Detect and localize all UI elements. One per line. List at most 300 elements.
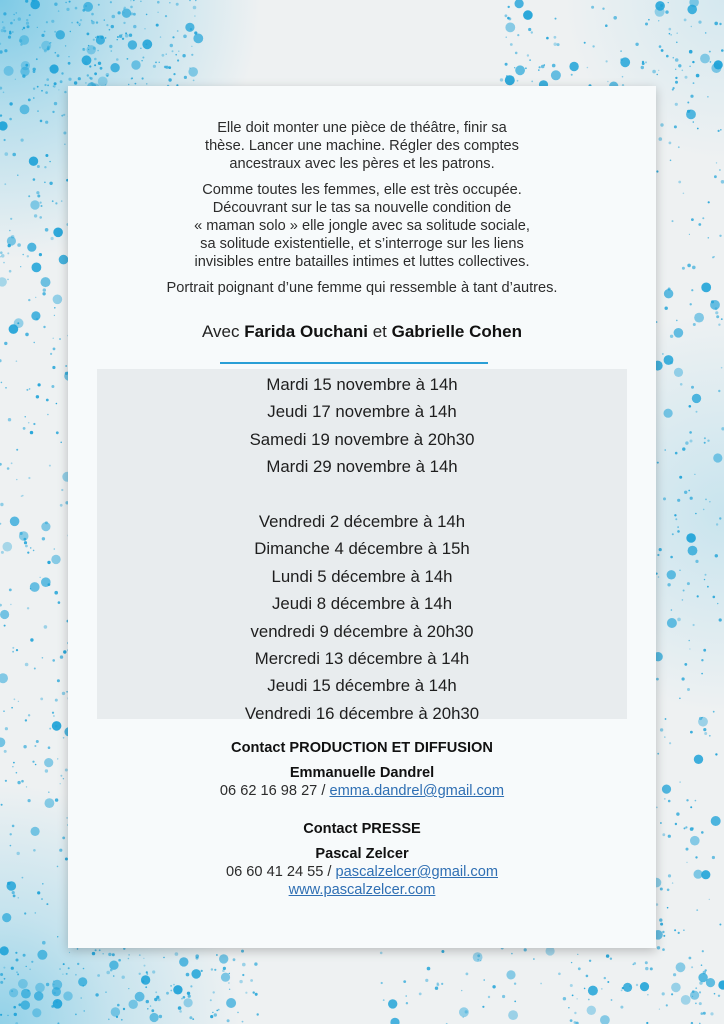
splatter-dot [191,969,201,979]
splatter-dot [51,385,54,388]
splatter-dot [688,490,690,492]
splatter-dot [693,323,696,326]
splatter-dot [703,728,706,731]
splatter-dot [78,23,81,26]
splatter-dot [5,780,7,782]
splatter-dot [57,758,58,759]
splatter-dot [601,988,603,990]
splatter-dot [12,766,13,767]
splatter-dot [502,995,505,998]
splatter-dot [0,50,3,53]
splatter-dot [683,193,685,195]
splatter-dot [669,28,672,31]
splatter-dot [61,72,63,74]
cast-line: Avec Farida Ouchani et Gabrielle Cohen [202,322,522,341]
splatter-dot [675,103,678,106]
splatter-dot [669,33,671,35]
splatter-dot [0,946,9,955]
splatter-dot [570,1019,573,1022]
splatter-dot [7,1015,8,1016]
splatter-dot [713,711,715,713]
splatter-dot [508,1010,518,1020]
splatter-dot [662,931,664,933]
contact-heading: Contact PRODUCTION ET DIFFUSION [231,740,493,756]
splatter-dot [660,4,663,7]
splatter-dot [658,70,659,71]
splatter-dot [55,722,56,723]
synopsis [68,119,656,305]
splatter-dot [29,969,31,971]
splatter-dot [702,217,704,219]
splatter-dot [56,30,65,39]
splatter-dot [30,0,40,9]
splatter-dot [719,517,721,519]
splatter-dot [613,16,617,20]
splatter-dot [241,950,244,953]
splatter-dot [510,43,513,46]
splatter-dot [515,65,525,75]
splatter-dot [690,836,700,846]
splatter-dot [63,650,66,653]
splatter-dot [189,67,190,68]
splatter-dot [588,986,598,996]
splatter-dot [2,26,5,29]
splatter-dot [569,62,578,71]
splatter-dot [184,76,187,79]
splatter-dot [662,992,665,995]
splatter-dot [506,970,515,979]
splatter-dot [716,523,718,525]
splatter-dot [42,883,44,885]
splatter-dot [91,13,94,16]
splatter-dot [15,952,17,954]
splatter-dot [155,62,157,64]
splatter-dot [179,957,188,966]
splatter-dot [110,63,119,72]
splatter-dot [255,993,258,996]
splatter-dot [52,987,61,996]
splatter-dot [12,825,15,828]
splatter-dot [677,526,678,527]
splatter-dot [49,728,51,730]
splatter-dot [78,977,87,986]
splatter-dot [13,14,14,15]
splatter-dot [538,69,540,71]
splatter-dot [95,949,97,951]
splatter-dot [684,19,687,22]
splatter-dot [0,738,5,748]
splatter-dot [11,707,13,709]
email-link[interactable]: emma.dandrel@gmail.com [329,783,505,799]
splatter-dot [142,39,152,49]
splatter-dot [68,62,71,65]
contact-line [68,864,656,880]
splatter-dot [34,214,37,217]
splatter-dot [173,984,175,986]
splatter-dot [684,491,687,494]
splatter-dot [131,78,133,80]
splatter-dot [16,449,18,451]
splatter-dot [500,78,503,81]
splatter-dot [33,3,34,4]
splatter-dot [129,34,132,37]
splatter-dot [3,542,13,552]
splatter-dot [165,66,168,69]
splatter-dot [51,237,54,240]
splatter-dot [0,973,3,976]
splatter-dot [122,9,131,18]
splatter-dot [30,588,31,589]
splatter-dot [0,359,2,362]
splatter-dot [20,105,30,115]
splatter-dot [606,60,608,62]
splatter-dot [153,65,156,68]
splatter-dot [675,81,678,84]
splatter-dot [664,736,666,738]
splatter-dot [221,973,230,982]
splatter-dot [128,40,137,49]
splatter-dot [390,1018,399,1024]
splatter-dot [140,0,142,2]
splatter-dot [40,120,43,123]
splatter-dot [211,968,213,970]
splatter-dot [75,1014,77,1016]
splatter-dot [709,735,711,737]
splatter-dot [87,33,90,36]
splatter-dot [229,989,230,990]
splatter-dot [656,321,658,323]
splatter-dot [93,47,96,50]
splatter-dot [16,972,17,973]
splatter-dot [667,618,677,628]
splatter-dot [10,845,12,847]
splatter-dot [85,5,86,6]
splatter-dot [577,998,578,999]
splatter-dot [690,303,692,305]
splatter-dot [709,501,710,502]
splatter-dot [181,998,183,1000]
splatter-dot [219,954,228,963]
splatter-dot [39,253,42,256]
splatter-dot [529,59,531,61]
splatter-dot [0,43,1,45]
splatter-dot [35,297,36,298]
splatter-dot [714,22,718,26]
splatter-dot [4,183,6,185]
splatter-dot [183,996,186,999]
splatter-dot [56,431,59,434]
splatter-dot [98,4,100,6]
splatter-dot [713,256,715,258]
splatter-dot [44,84,46,86]
splatter-dot [54,102,57,105]
splatter-dot [682,599,684,601]
splatter-dot [695,800,697,802]
email-link[interactable]: pascalzelcer@gmail.com [335,864,498,880]
splatter-dot [30,547,32,549]
splatter-dot [685,441,688,444]
splatter-dot [28,799,31,802]
splatter-dot [54,82,57,85]
splatter-dot [607,981,609,983]
splatter-dot [715,554,718,557]
splatter-dot [193,6,197,10]
phone-number: 06 60 41 24 55 / [226,864,336,880]
splatter-dot [517,34,519,36]
splatter-dot [42,941,46,945]
splatter-dot [715,311,718,314]
splatter-dot [85,82,87,84]
splatter-dot [94,58,97,61]
splatter-dot [7,236,16,245]
splatter-dot [587,1006,596,1015]
splatter-dot [667,570,676,579]
splatter-dot [62,837,65,840]
splatter-dot [652,70,656,74]
splatter-dot [388,999,397,1008]
splatter-dot [685,76,688,79]
splatter-dot [710,300,720,310]
splatter-dot [179,1010,182,1013]
splatter-dot [57,679,60,682]
splatter-dot [53,295,63,305]
website-link[interactable]: www.pascalzelcer.com [288,882,436,898]
splatter-dot [87,45,96,54]
splatter-dot [44,625,48,629]
splatter-dot [218,1009,220,1011]
splatter-dot [41,41,51,51]
splatter-dot [41,277,51,287]
splatter-dot [122,976,125,979]
splatter-dot [89,77,91,79]
splatter-dot [142,77,144,79]
splatter-dot [92,952,95,955]
splatter-dot [110,1,112,3]
splatter-dot [16,959,19,962]
splatter-dot [185,23,194,32]
splatter-dot [546,37,549,40]
date-item: Vendredi 2 décembre à 14h [258,511,466,531]
splatter-dot [17,781,20,784]
splatter-dot [100,67,103,70]
splatter-dot [698,717,708,727]
splatter-dot [178,51,179,52]
splatter-dot [679,781,680,782]
splatter-dot [701,283,711,293]
splatter-dot [678,64,681,67]
splatter-dot [702,950,704,952]
splatter-dot [664,409,673,418]
splatter-dot [111,1007,120,1016]
splatter-dot [33,178,36,181]
splatter-dot [65,45,66,46]
splatter-dot [659,1009,660,1010]
splatter-dot [640,982,649,991]
splatter-dot [690,497,693,500]
splatter-dot [673,57,675,59]
splatter-dot [19,531,29,541]
splatter-dot [4,139,6,141]
splatter-dot [145,986,147,988]
splatter-dot [139,973,141,975]
splatter-dot [144,28,145,29]
splatter-dot [60,442,62,444]
splatter-dot [710,61,712,63]
splatter-dot [213,991,215,993]
splatter-dot [95,37,96,38]
splatter-dot [34,668,36,670]
splatter-dot [656,170,658,172]
splatter-dot [178,1006,182,1010]
splatter-dot [84,61,87,64]
splatter-dot [146,14,148,16]
splatter-dot [688,546,698,556]
splatter-dot [36,318,39,321]
splatter-dot [678,181,681,184]
splatter-dot [689,648,690,649]
divider [220,362,488,364]
splatter-dot [98,62,101,65]
splatter-dot [146,1000,149,1003]
splatter-dot [159,62,160,63]
splatter-dot [22,877,24,879]
splatter-dot [27,25,30,28]
splatter-dot [718,995,720,997]
splatter-dot [699,1002,702,1005]
splatter-dot [109,961,118,970]
splatter-dot [694,755,703,764]
splatter-dot [33,849,36,852]
splatter-dot [540,983,542,985]
splatter-dot [30,638,33,641]
splatter-dot [705,969,707,971]
splatter-dot [0,121,8,130]
splatter-dot [123,1008,125,1010]
splatter-dot [37,891,40,894]
splatter-dot [23,427,26,430]
splatter-dot [713,596,716,599]
splatter-dot [112,953,115,956]
splatter-dot [660,123,663,126]
splatter-dot [695,513,697,515]
splatter-dot [9,118,12,121]
splatter-dot [693,624,695,626]
date-item: Lundi 5 décembre à 14h [271,566,453,586]
splatter-dot [106,75,108,77]
splatter-dot [63,737,65,739]
splatter-dot [94,64,96,66]
splatter-dot [37,27,38,28]
splatter-dot [141,60,142,61]
splatter-dot [25,545,28,548]
splatter-dot [226,998,236,1008]
splatter-dot [35,912,37,914]
splatter-dot [4,978,6,980]
splatter-dot [25,333,29,337]
splatter-dot [701,964,703,966]
splatter-dot [11,462,13,464]
splatter-dot [658,576,660,578]
splatter-dot [719,23,721,25]
splatter-dot [514,1001,516,1003]
splatter-dot [41,898,43,900]
date-item: Jeudi 17 novembre à 14h [267,402,457,422]
splatter-dot [721,49,724,52]
splatter-dot [679,570,680,571]
splatter-dot [111,25,114,28]
splatter-dot [135,83,137,85]
splatter-dot [7,252,9,254]
splatter-dot [656,678,659,681]
splatter-dot [690,95,693,98]
splatter-dot [184,998,193,1007]
splatter-dot [189,0,191,1]
splatter-dot [176,3,179,6]
date-item: Mardi 15 novembre à 14h [266,375,458,394]
splatter-dot [19,39,22,42]
splatter-dot [53,228,63,238]
splatter-dot [191,46,192,47]
splatter-dot [51,20,54,23]
splatter-dot [589,960,591,962]
splatter-dot [20,266,21,267]
splatter-dot [629,985,631,987]
splatter-dot [26,22,29,25]
splatter-dot [675,518,677,520]
splatter-dot [43,326,45,328]
splatter-dot [515,52,518,55]
splatter-dot [611,999,613,1001]
splatter-dot [193,80,195,82]
splatter-dot [123,12,124,13]
splatter-dot [673,973,676,976]
splatter-dot [97,974,100,977]
splatter-dot [689,234,690,235]
splatter-dot [59,338,61,340]
splatter-dot [53,715,55,717]
splatter-dot [523,10,533,20]
splatter-dot [692,394,701,403]
splatter-dot [698,223,701,226]
splatter-dot [682,70,684,72]
splatter-dot [465,1010,468,1013]
splatter-dot [18,1003,21,1006]
splatter-dot [13,19,15,21]
splatter-dot [49,182,52,185]
splatter-dot [37,165,40,168]
splatter-dot [59,255,69,265]
splatter-dot [77,948,79,950]
phone-number: 06 62 16 98 27 / [219,783,330,799]
splatter-dot [698,973,707,982]
splatter-dot [621,990,623,992]
splatter-dot [694,870,703,879]
splatter-dot [10,604,11,605]
splatter-dot [690,991,699,1000]
splatter-dot [708,201,710,203]
splatter-dot [680,383,683,386]
splatter-dot [154,998,157,1001]
splatter-dot [660,728,663,731]
splatter-dot [700,54,710,64]
splatter-dot [0,463,2,466]
splatter-dot [693,121,695,123]
splatter-dot [531,31,533,33]
splatter-dot [10,22,13,25]
splatter-dot [9,31,11,33]
splatter-dot [687,102,689,104]
splatter-dot [716,315,719,318]
